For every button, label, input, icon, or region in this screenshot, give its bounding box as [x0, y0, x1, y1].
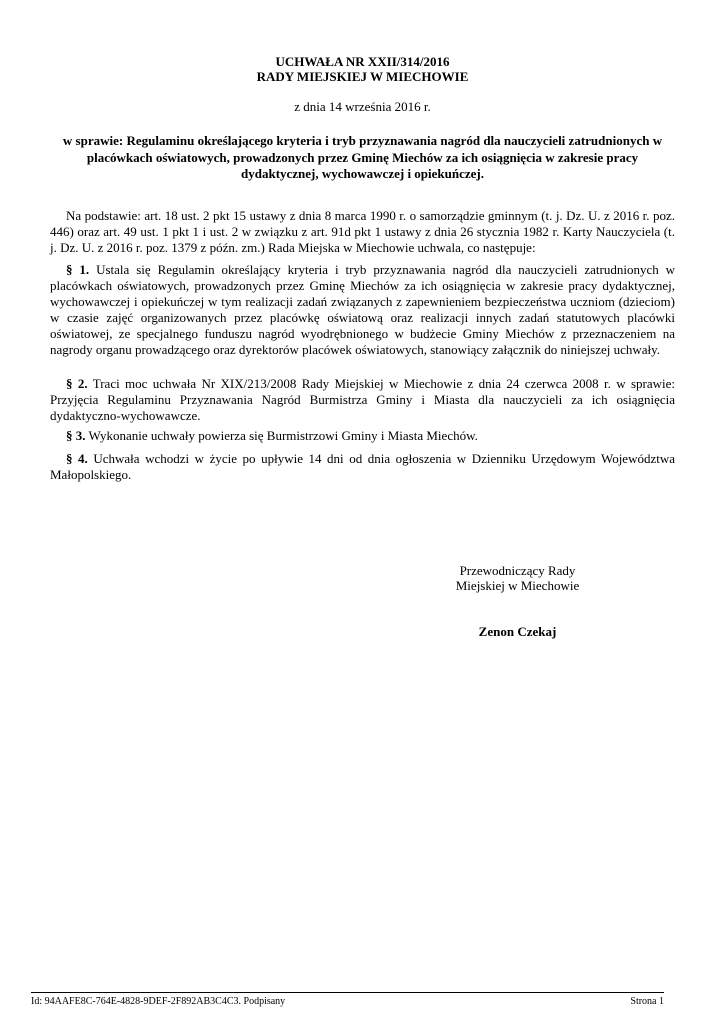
legal-basis-paragraph [50, 208, 675, 256]
legal-basis-text: Na podstawie: art. 18 ust. 2 pkt 15 ustawy z dnia 8 marca 1990 r. o samorządzie gminnym (t. j. Dz. U. z 2016 r. poz. 446) oraz art. 49 ust. 1 pkt 1 i ust. 2 w związku z art. 91d pkt 1 ustawy z dnia 26 stycznia 1982 r. Karty Nauczyciela (t. j. Dz. U. z 2016 r. poz. 1379 z późn. zm.) Rada Miejska w Miechowie uchwala, co następuje: [50, 208, 675, 255]
section-1-label: § 1. [66, 262, 90, 277]
signatory-name: Zenon Czekaj [478, 624, 557, 639]
section-2-label: § 2. [66, 376, 88, 391]
section-2-text: Traci moc uchwała Nr XIX/213/2008 Rady Miejskiej w Miechowie z dnia 24 czerwca 2008 r. w sprawie: Przyjęcia Regulaminu Przyznawania Nagród Burmistrza Gminy i Miasta dla nauczycieli za ich osiągnięcia dydaktyczno-wychowawcze. [50, 376, 676, 423]
resolution-subject: w sprawie: Regulaminu określającego kryteria i tryb przyznawania nagród dla nauczycieli zatrudnionych w placówkach oświatowych, prowadzonych przez Gminę Miechów za ich osiągnięcia w zakresie pracy dydaktycznej, wychowawczej i opiekuńczej. [62, 133, 663, 181]
resolution-number-title: UCHWAŁA NR XXII/314/2016 [275, 54, 450, 69]
section-4 [50, 451, 675, 483]
signatory-role-line1: Przewodniczący Rady [459, 563, 576, 578]
section-2 [50, 376, 675, 424]
document-id-footer: Id: 94AAFE8C-764E-4828-9DEF-2F892AB3C4C3. Podpisany [31, 996, 286, 1007]
signatory-role-line2: Miejskiej w Miechowie [455, 578, 580, 593]
section-1 [50, 262, 675, 358]
section-3-label: § 3. [66, 428, 86, 443]
resolution-date: z dnia 14 września 2016 r. [294, 99, 431, 114]
section-3 [50, 428, 675, 444]
section-4-label: § 4. [66, 451, 88, 466]
council-name-title: RADY MIEJSKIEJ W MIECHOWIE [256, 69, 469, 84]
page-number-footer: Strona 1 [630, 996, 664, 1007]
section-3-text: Wykonanie uchwały powierza się Burmistrzowi Gminy i Miasta Miechów. [88, 428, 478, 443]
footer-divider [31, 992, 664, 993]
section-1-text: Ustala się Regulamin określający kryteria i tryb przyznawania nagród dla nauczycieli zatrudnionych w placówkach oświatowych, prowadzonych przez Gminę Miechów za ich osiągnięcia w zakresie pracy dydaktycznej, wychowawczej i opiekuńczej w tym realizacji zadań związanych z zapewnieniem bezpieczeństwa uczniom (dzieciom) w czasie zajęć organizowanych przez placówkę oświatową oraz realizacji innych zadań statutowych placówki oświatowej, ze specjalnego funduszu nagród wyodrębnionego w budżecie Gminy Miechów z przeznaczeniem na nagrody organu prowadzącego oraz dyrektorów placówek oświatowych, stanowiący załącznik do niniejszej uchwały. [50, 262, 676, 357]
section-4-text: Uchwała wchodzi w życie po upływie 14 dni od dnia ogłoszenia w Dzienniku Urzędowym Województwa Małopolskiego. [50, 451, 676, 482]
